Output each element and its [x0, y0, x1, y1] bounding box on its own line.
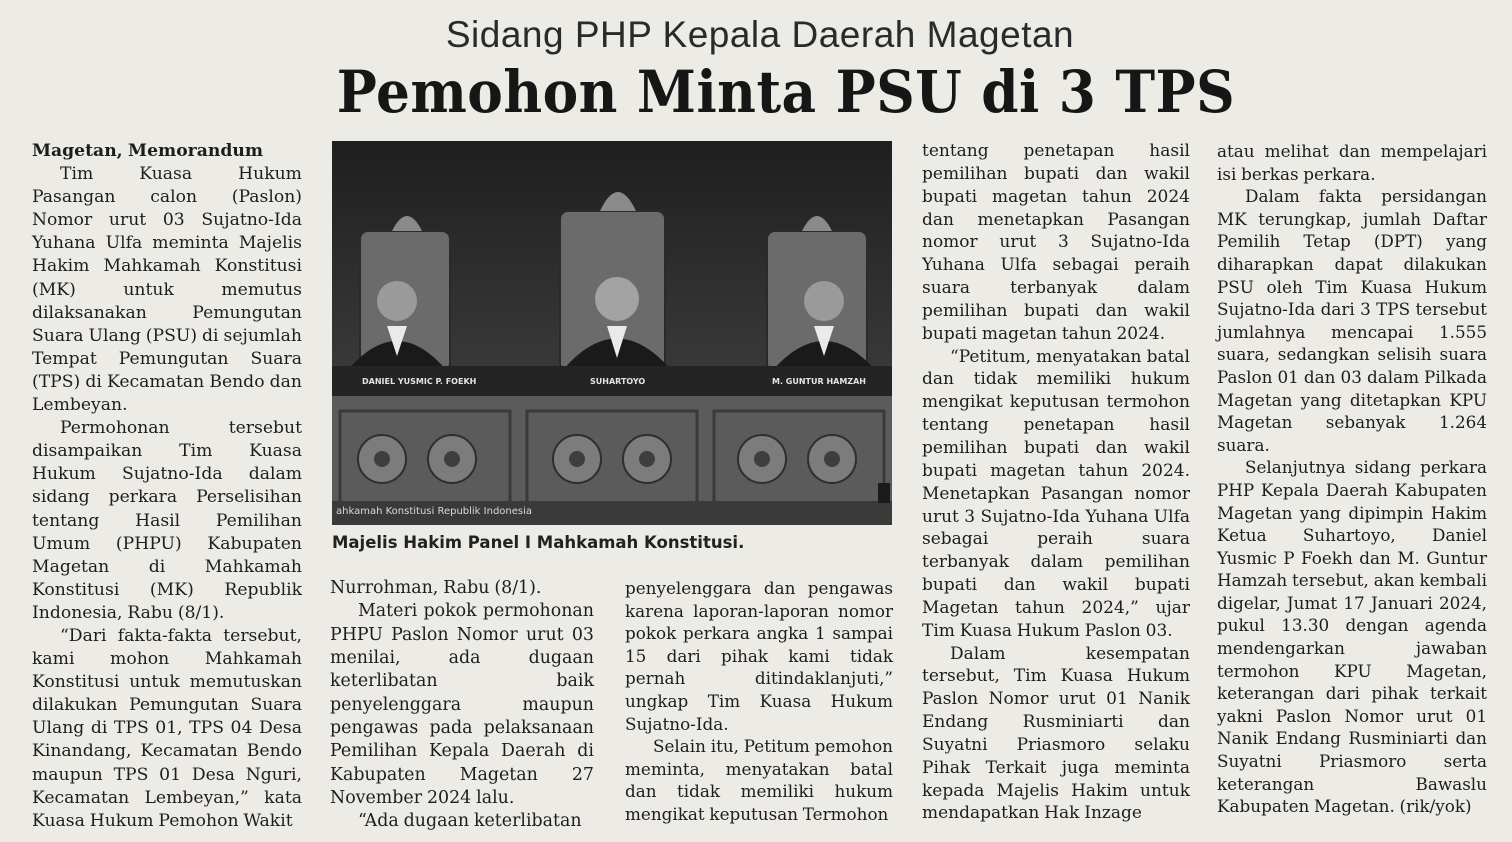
article-column-1	[32, 140, 302, 833]
paragraph: Dalam kesempatan tersebut, Tim Kuasa Hukum Paslon Nomor urut 01 Nanik Endang Rusminiarti dan Suyatni Priasmoro selaku Pihak Terkait juga meminta kepada Majelis Hakim untuk mendapatkan Hak Inzage	[922, 643, 1190, 824]
dateline: Magetan, Memorandum	[32, 141, 264, 161]
article-column-3	[625, 577, 893, 826]
nameplate-center: SUHARTOYO	[590, 377, 646, 386]
paragraph: Nurrohman, Rabu (8/1).	[330, 578, 542, 598]
headline: Pemohon Minta PSU di 3 TPS	[336, 58, 1236, 126]
paragraph: “Dari fakta-fakta tersebut, kami mohon Mahkamah Konstitusi untuk memutuskan dilakukan Pemungutan Suara Ulang di TPS 01, TPS 04 Desa Kinandang, Kecamatan Bendo maupun TPS 01 Desa Nguri, Kecamatan Lembeyan,” kata Kuasa Hukum Pemohon Wakit	[32, 625, 302, 831]
paragraph: Permohonan tersebut disampaikan Tim Kuasa Hukum Sujatno-Ida dalam sidang perkara Perselisihan tentang Hasil Pemilihan Umum (PHPU) Kabupaten Magetan di Mahkamah Konstitusi (MK) Republik Indonesia, Rabu (8/1).	[32, 418, 302, 623]
court-photo	[332, 141, 892, 525]
paragraph: Selain itu, Petitum pemohon meminta, menyatakan batal dan tidak memiliki hukum mengikat keputusan Termohon	[625, 736, 893, 824]
court-photo-graphic	[332, 141, 892, 525]
paragraph: Materi pokok permohonan PHPU Paslon Nomor urut 03 menilai, ada dugaan keterlibatan baik penyelenggara maupun pengawas pada pelaksanaan Pemilihan Kepala Daerah di Kabupaten Magetan 27 November 2024 lalu.	[330, 601, 594, 809]
photo-caption: Majelis Hakim Panel I Mahkamah Konstitusi.	[332, 533, 745, 552]
paragraph: atau melihat dan mempelajari isi berkas perkara.	[1217, 141, 1487, 184]
photo-watermark: ahkamah Konstitusi Republik Indonesia	[336, 506, 533, 517]
paragraph: Dalam fakta persidangan MK terungkap, jumlah Daftar Pemilih Tetap (DPT) yang diharapkan dapat dilakukan PSU oleh Tim Kuasa Hukum Sujatno-Ida dari 3 TPS tersebut jumlahnya mencapai 1.555 suara, sedangkan selisih suara Paslon 01 dan 03 dalam Pilkada Magetan yang ditetapkan KPU Magetan sebanyak 1.264 suara.	[1217, 186, 1487, 455]
nameplate-right: M. GUNTUR HAMZAH	[772, 377, 866, 386]
nameplate-left: DANIEL YUSMIC P. FOEKH	[362, 377, 477, 386]
paragraph: “Ada dugaan keterlibatan	[358, 811, 582, 832]
paragraph: tentang penetapan hasil pemilihan bupati dan wakil bupati magetan tahun 2024 dan menetapkan Pasangan nomor urut 3 Sujatno-Ida Yuhana Ulfa sebagai peraih suara terbanyak dalam pemilihan bupati dan wakil bupati magetan tahun 2024.	[922, 141, 1190, 344]
ghost-text-bleed	[1250, 60, 1268, 108]
article-column-5	[1217, 140, 1487, 818]
paragraph: Selanjutnya sidang perkara PHP Kepala Daerah Kabupaten Magetan yang dipimpin Hakim Ketua Suhartoyo, Daniel Yusmic P Foekh dan M. Guntur Hamzah tersebut, akan kembali digelar, Jumat 17 Januari 2024, pukul 13.30 dengan agenda mendengarkan jawaban termohon KPU Magetan, keterangan dari pihak terkait yakni Paslon Nomor urut 01 Nanik Endang Rusminiarti dan Suyatni Priasmoro serta keterangan Bawaslu Kabupaten Magetan. (rik/yok)	[1217, 457, 1487, 817]
kicker: Sidang PHP Kepala Daerah Magetan	[445, 14, 1075, 55]
article-column-4	[922, 140, 1190, 825]
article-column-2	[330, 577, 594, 834]
paragraph: Tim Kuasa Hukum Pasangan calon (Paslon) Nomor urut 03 Sujatno-Ida Yuhana Ulfa meminta Majelis Hakim Mahkamah Konstitusi (MK) untuk memutus dilaksanakan Pemungutan Suara Ulang (PSU) di sejumlah Tempat Pemungutan Suara (TPS) di Kecamatan Bendo dan Lembeyan.	[32, 164, 302, 416]
paragraph: “Petitum, menyatakan batal dan tidak memiliki hukum mengikat keputusan termohon tentang penetapan hasil pemilihan bupati dan wakil bupati magetan tahun 2024. Menetapkan Pasangan nomor urut 3 Sujatno-Ida Yuhana Ulfa sebagai peraih suara terbanyak dalam pemilihan bupati dan wakil bupati Magetan tahun 2024,” ujar Tim Kuasa Hukum Paslon 03.	[922, 346, 1190, 641]
paragraph: penyelenggara dan pengawas karena laporan-laporan nomor pokok perkara angka 1 sampai 15 dari pihak kami tidak pernah ditindaklanjuti,” ungkap Tim Kuasa Hukum Sujatno-Ida.	[625, 578, 893, 734]
